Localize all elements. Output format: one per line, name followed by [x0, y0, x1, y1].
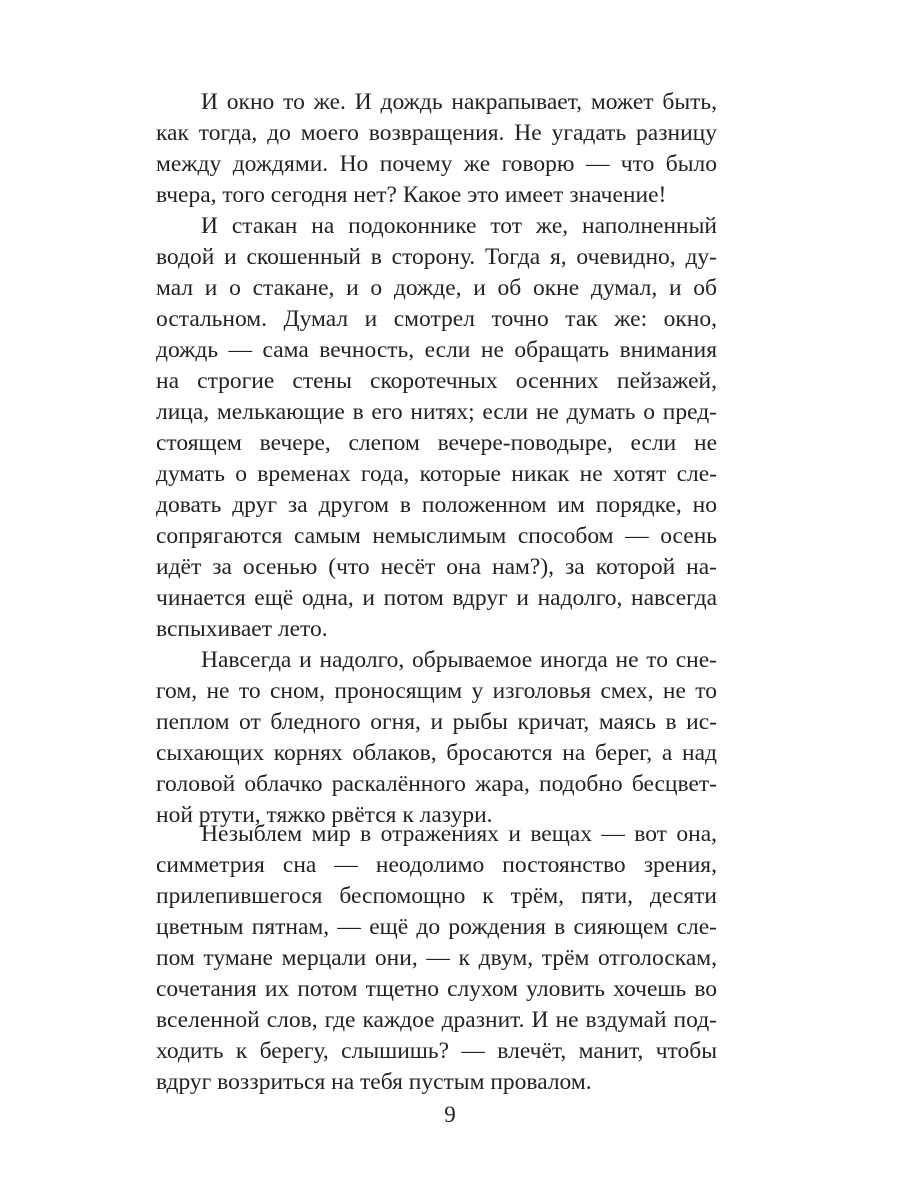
paragraph: [156, 645, 717, 831]
text-line: мал и о стакане, и о дожде, и об окне думал, и об: [156, 275, 717, 301]
text-line: как тогда, до моего возвращения. Не угадать разницу: [156, 120, 717, 146]
paragraph: [156, 211, 717, 645]
text-line: думать о временах года, которые никак не хотят сле-: [156, 461, 717, 487]
text-line: И стакан на подоконнике тот же, наполненный: [201, 213, 717, 239]
text-line: на строгие стены скоротечных осенних пейзажей,: [156, 368, 717, 394]
text-line: ходить к берегу, слышишь? — влечёт, манит, чтобы: [156, 1038, 717, 1064]
text-line: симметрия сна — неодолимо постоянство зрения,: [156, 852, 717, 878]
text-line: чинается ещё одна, и потом вдруг и надолго, навсегда: [156, 585, 717, 611]
text-line: дождь — сама вечность, если не обращать внимания: [156, 337, 717, 363]
text-line: пеплом от бледного огня, и рыбы кричат, маясь в ис-: [156, 709, 717, 735]
text-section-1: [156, 87, 717, 831]
text-line: пом тумане мерцали они, — к двум, трём отголоскам,: [156, 945, 717, 971]
text-line: гом, не то сном, проносящим у изголовья смех, не то: [156, 678, 717, 704]
paragraph: [156, 819, 717, 1098]
text-line: вспыхивает лето.: [156, 616, 328, 642]
text-line: прилепившегося беспомощно к трём, пяти, десяти: [156, 883, 717, 909]
text-line: Незыблем мир в отражениях и вещах — вот она,: [201, 821, 717, 847]
paragraph: [156, 87, 717, 211]
text-line: лица, мелькающие в его нитях; если не думать о пред-: [156, 399, 717, 425]
text-section-2: [156, 819, 717, 1098]
text-line: довать друг за другом в положенном им порядке, но: [156, 492, 717, 518]
text-line: сопрягаются самым немыслимым способом — осень: [156, 523, 717, 549]
text-line: вдруг воззриться на тебя пустым провалом.: [156, 1069, 592, 1095]
text-line: И окно то же. И дождь накрапывает, может быть,: [201, 89, 717, 115]
text-line: между дождями. Но почему же говорю — что было: [156, 151, 717, 177]
text-line: остальном. Думал и смотрел точно так же: окно,: [156, 306, 717, 332]
text-line: водой и скошенный в сторону. Тогда я, очевидно, ду-: [156, 244, 717, 270]
page-number: 9: [444, 1102, 456, 1127]
text-line: сочетания их потом тщетно слухом уловить хочешь во: [156, 976, 717, 1002]
text-line: Навсегда и надолго, обрываемое иногда не то сне-: [201, 647, 717, 673]
text-line: идёт за осенью (что несёт она нам?), за которой на-: [156, 554, 717, 580]
text-line: вселенной слов, где каждое дразнит. И не вздумай под-: [156, 1007, 717, 1033]
text-line: вчера, того сегодня нет? Какое это имеет значение!: [156, 182, 667, 208]
text-line: ной ртути, тяжко рвётся к лазури.: [156, 802, 493, 828]
text-line: сыхающих корнях облаков, бросаются на берег, а над: [156, 740, 717, 766]
text-line: стоящем вечере, слепом вечере-поводыре, если не: [156, 430, 717, 456]
text-line: цветным пятнам, — ещё до рождения в сияющем сле-: [156, 914, 717, 940]
text-line: головой облачко раскалённого жара, подобно бесцвет-: [156, 771, 717, 797]
